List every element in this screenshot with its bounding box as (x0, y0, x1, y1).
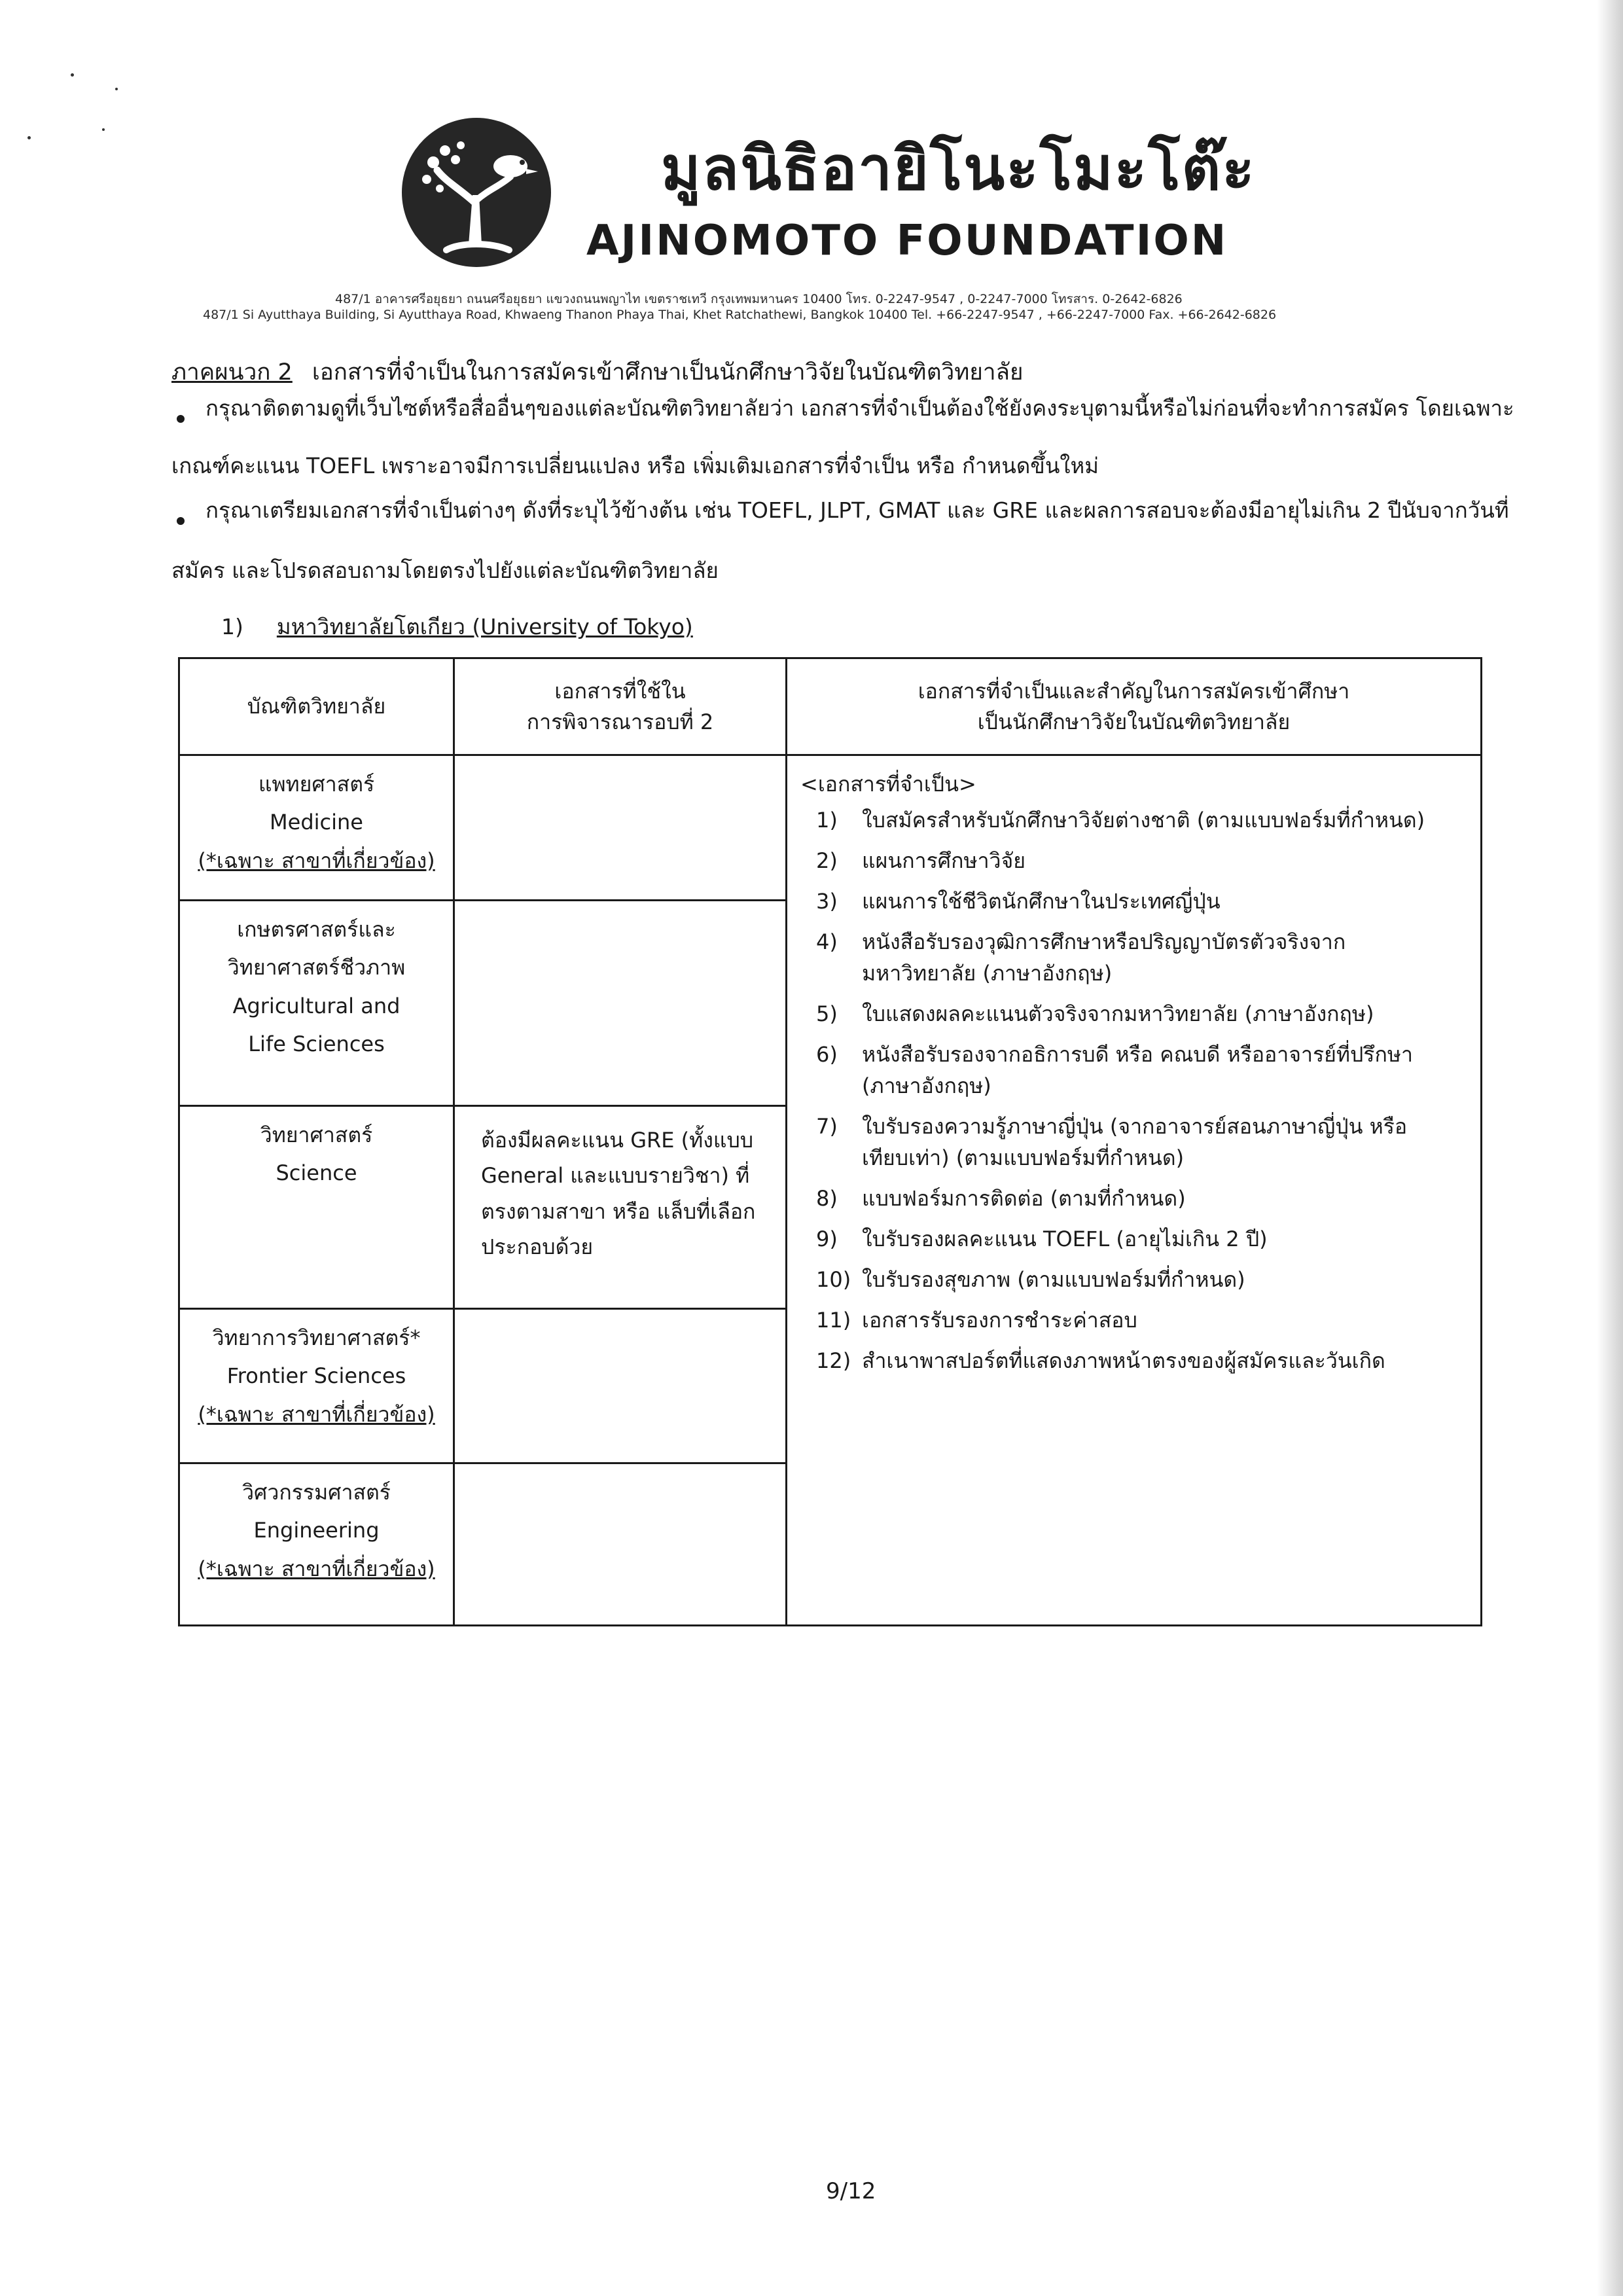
bullet-1-line-2: เกณฑ์คะแนน TOEFL เพราะอาจมีการเปลี่ยนแปลง หรือ เพิ่มเติมเอกสารที่จำเป็น หรือ กำหนดขึ้นใหม่ (171, 453, 1099, 478)
table-row (179, 755, 1482, 901)
faculty-frontier-sciences: วิทยาการวิทยาศาสตร์* Frontier Sciences (*เฉพาะ สาขาที่เกี่ยวข้อง) (179, 1309, 454, 1463)
address-english: 487/1 Si Ayutthaya Building, Si Ayutthaya Road, Khwaeng Thanon Phaya Thai, Khet Ratchathewi, Bangkok 10400 Tel. +66-2247-9547 , +66-2247-7000 Fax. +66-2642-6826 (203, 308, 1277, 322)
list-item: 7) ใบรับรองความรู้ภาษาญี่ปุ่น (จากอาจารย์สอนภาษาญี่ปุ่น หรือ เทียบเท่า) (ตามแบบฟอร์มที่กำหนด) (816, 1114, 1408, 1171)
bullet-1-line-1: กรุณาติดตามดูที่เว็บไซต์หรือสื่ออื่นๆของแต่ละบัณฑิตวิทยาลัยว่า เอกสารที่จำเป็นต้องใช้ยังคงระบุตามนี้หรือไม่ก่อนที่จะทำการสมัคร โดยเฉพาะ (205, 395, 1514, 421)
list-item: 11) เอกสารรับรองการชำระค่าสอบ (816, 1308, 1137, 1333)
university-heading (221, 614, 693, 640)
page-number: 9/12 (826, 2178, 876, 2204)
required-docs-title: <เอกสารที่จำเป็น> (800, 772, 976, 797)
university-number: 1) (221, 614, 243, 639)
appendix-label: ภาคผนวก 2 (171, 359, 293, 386)
scan-speck (27, 136, 31, 139)
list-item: 6) หนังสือรับรองจากอธิการบดี หรือ คณบดี หรืออาจารย์ที่ปรึกษา (ภาษาอังกฤษ) (816, 1042, 1413, 1099)
org-name-english: AJINOMOTO FOUNDATION (586, 217, 1228, 265)
required-docs-cell (787, 755, 1482, 1626)
header-graduate-school: บัณฑิตวิทยาลัย (179, 658, 454, 755)
list-item: 10) ใบรับรองสุขภาพ (ตามแบบฟอร์มที่กำหนด) (816, 1267, 1245, 1293)
bullet-2-line-1: กรุณาเตรียมเอกสารที่จำเป็นต่างๆ ดังที่ระบุไว้ข้างต้น เช่น TOEFL, JLPT, GMAT และ GRE และผลการสอบจะต้องมีอายุไม่เกิน 2 ปีนับจากวันที่ (205, 497, 1509, 523)
bullet-dot (177, 517, 185, 525)
list-item: 3) แผนการใช้ชีวิตนักศึกษาในประเทศญี่ปุ่น (816, 889, 1221, 914)
scan-speck (102, 128, 105, 131)
appendix-title: เอกสารที่จำเป็นในการสมัครเข้าศึกษาเป็นนักศึกษาวิจัยในบัณฑิตวิทยาลัย (312, 359, 1024, 386)
address-thai: 487/1 อาคารศรีอยุธยา ถนนศรีอยุธยา แขวงถนนพญาไท เขตราชเทวี กรุงเทพมหานคร 10400 โทร. 0-2247-9547 , 0-2247-7000 โทรสาร. 0-2642-6826 (335, 292, 1183, 306)
scan-edge-shadow (1597, 0, 1623, 2296)
faculty-agricultural-life-sciences: เกษตรศาสตร์และ วิทยาศาสตร์ชีวภาพ Agricultural and Life Sciences (179, 901, 454, 1106)
scan-speck (71, 73, 74, 77)
scan-speck (115, 88, 118, 90)
list-item: 4) หนังสือรับรองวุฒิการศึกษาหรือปริญญาบัตรตัวจริงจาก มหาวิทยาลัย (ภาษาอังกฤษ) (816, 929, 1346, 986)
foundation-logo-icon (401, 117, 552, 268)
bullet-2-line-2: สมัคร และโปรดสอบถามโดยตรงไปยังแต่ละบัณฑิตวิทยาลัย (171, 558, 719, 583)
second-round-engineering (454, 1463, 787, 1626)
list-item: 12) สำเนาพาสปอร์ตที่แสดงภาพหน้าตรงของผู้สมัครและวันเกิด (816, 1348, 1385, 1374)
university-name: มหาวิทยาลัยโตเกียว (University of Tokyo) (276, 614, 693, 639)
list-item: 5) ใบแสดงผลคะแนนตัวจริงจากมหาวิทยาลัย (ภาษาอังกฤษ) (816, 1001, 1374, 1027)
list-item: 8) แบบฟอร์มการติดต่อ (ตามที่กำหนด) (816, 1186, 1186, 1211)
list-item: 1) ใบสมัครสำหรับนักศึกษาวิจัยต่างชาติ (ตามแบบฟอร์มที่กำหนด) (816, 808, 1425, 833)
list-item: 2) แผนการศึกษาวิจัย (816, 848, 1026, 874)
bullet-dot (177, 415, 185, 423)
list-item: 9) ใบรับรองผลคะแนน TOEFL (อายุไม่เกิน 2 ปี) (816, 1227, 1268, 1252)
header-required-docs: เอกสารที่จำเป็นและสำคัญในการสมัครเข้าศึกษา เป็นนักศึกษาวิจัยในบัณฑิตวิทยาลัย (787, 658, 1482, 755)
appendix-heading (171, 359, 1023, 386)
faculty-medicine: แพทยศาสตร์ Medicine (*เฉพาะ สาขาที่เกี่ยวข้อง) (179, 755, 454, 901)
org-name-thai: มูลนิธิอายิโนะโมะโต๊ะ (661, 134, 1256, 204)
second-round-frontier (454, 1309, 787, 1463)
table-header-row (179, 658, 1482, 755)
second-round-science: ต้องมีผลคะแนน GRE (ทั้งแบบ General และแบบรายวิชา) ที่ ตรงตามสาขา หรือ แล็บที่เลือก ประกอบด้วย (454, 1106, 787, 1309)
requirements-table (178, 657, 1482, 1626)
header-second-round-docs: เอกสารที่ใช้ใน การพิจารณารอบที่ 2 (454, 658, 787, 755)
faculty-science: วิทยาศาสตร์ Science (179, 1106, 454, 1309)
required-docs-list (800, 804, 1471, 1376)
second-round-agricultural (454, 901, 787, 1106)
second-round-medicine (454, 755, 787, 901)
faculty-engineering: วิศวกรรมศาสตร์ Engineering (*เฉพาะ สาขาที่เกี่ยวข้อง) (179, 1463, 454, 1626)
